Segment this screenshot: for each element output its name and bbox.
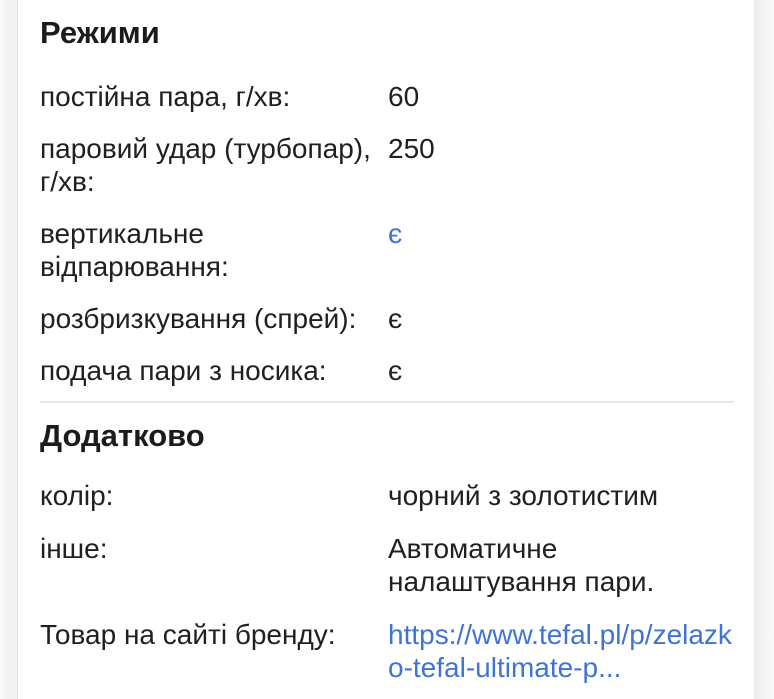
spec-value-line: налаштування пари. — [388, 566, 655, 597]
brand-site-link[interactable] — [388, 618, 732, 684]
spec-label-line: колір: — [40, 480, 114, 511]
spec-label-line: паровий удар (турбопар), — [40, 133, 371, 164]
spec-label-line: подача пари з носика: — [40, 355, 327, 386]
spec-value-line: є — [388, 355, 403, 386]
spec-row-steam-boost — [40, 132, 743, 198]
section-divider — [40, 401, 734, 403]
spec-value — [388, 80, 743, 113]
spec-label — [40, 302, 388, 335]
spec-value-line: є — [388, 303, 403, 334]
spec-row-steam-from-tip — [40, 354, 743, 387]
spec-row-brand-site — [40, 618, 743, 684]
spec-rows — [40, 80, 743, 387]
spec-row-vertical-steaming — [40, 217, 743, 283]
spec-value-line: чорний з золотистим — [388, 480, 659, 511]
page-left-gutter — [0, 0, 18, 699]
section-title-modes: Режими — [40, 15, 160, 50]
spec-row-other — [40, 532, 743, 598]
spec-label — [40, 618, 388, 684]
spec-rows — [40, 479, 743, 684]
spec-value-line: 60 — [388, 81, 420, 112]
spec-label-line: Товар на сайті бренду: — [40, 619, 336, 650]
spec-label — [40, 132, 388, 198]
spec-label — [40, 217, 388, 283]
spec-value — [388, 532, 743, 598]
section-additional — [40, 417, 743, 684]
spec-label-line: відпарювання: — [40, 251, 229, 282]
spec-row-color — [40, 479, 743, 512]
spec-row-spray — [40, 302, 743, 335]
spec-value-line: Автоматичне — [388, 533, 558, 564]
section-title-additional: Додатково — [40, 418, 205, 453]
spec-value-line: o-tefal-ultimate-p... — [388, 652, 622, 683]
spec-value-line: https://www.tefal.pl/p/zelazk — [388, 619, 732, 650]
page-right-gutter — [754, 0, 774, 699]
section-modes — [40, 14, 743, 387]
product-specs-card — [19, 0, 755, 699]
spec-value — [388, 479, 743, 512]
spec-value — [388, 354, 743, 387]
spec-label-line: розбризкування (спрей): — [40, 303, 357, 334]
spec-label — [40, 532, 388, 598]
spec-value — [388, 132, 743, 198]
spec-row-constant-steam — [40, 80, 743, 113]
spec-value-line: є — [388, 218, 403, 249]
spec-value-link[interactable] — [388, 217, 402, 283]
spec-label — [40, 354, 388, 387]
spec-value — [388, 302, 743, 335]
spec-label — [40, 479, 388, 512]
spec-label-line: г/хв: — [40, 166, 95, 197]
spec-label — [40, 80, 388, 113]
spec-label-line: вертикальне — [40, 218, 204, 249]
spec-label-line: постійна пара, г/хв: — [40, 81, 291, 112]
spec-label-line: інше: — [40, 533, 108, 564]
spec-value-line: 250 — [388, 133, 435, 164]
